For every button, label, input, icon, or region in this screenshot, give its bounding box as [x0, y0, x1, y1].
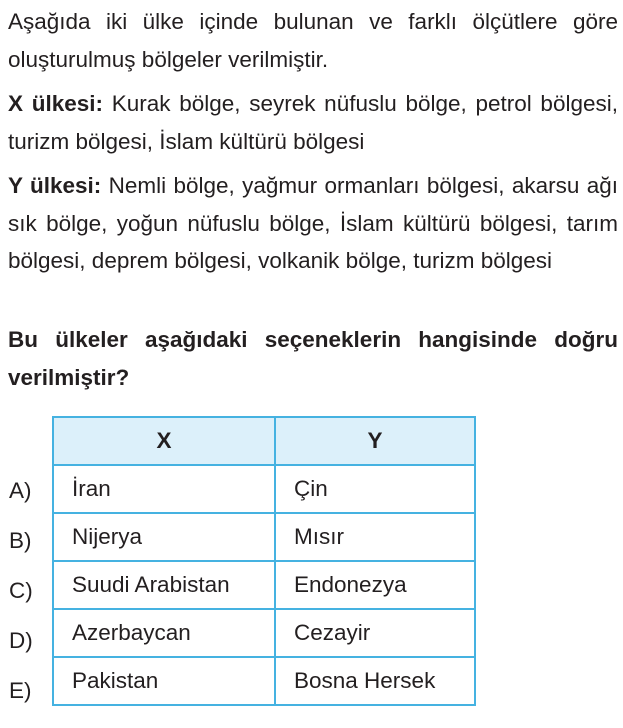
- option-letter-e[interactable]: E): [9, 678, 32, 703]
- table-row[interactable]: [53, 465, 475, 513]
- option-c-y: Endonezya: [275, 561, 475, 609]
- option-c-x: Suudi Arabistan: [53, 561, 275, 609]
- header-x: X: [53, 417, 275, 465]
- option-b-x: Nijerya: [53, 513, 275, 561]
- options-table: [52, 416, 476, 706]
- option-letter-d[interactable]: D): [9, 628, 33, 653]
- option-letter-a[interactable]: A): [9, 478, 32, 503]
- option-e-y: Bosna Hersek: [275, 657, 475, 705]
- table-header-row: [53, 417, 475, 465]
- y-country-description: [8, 167, 618, 280]
- intro-text: Aşağıda iki ülke içinde bulunan ve farklı ölçütlere göre oluşturulmuş bölgeler verilmiştir.: [8, 9, 618, 72]
- option-b-y: Mısır: [275, 513, 475, 561]
- option-a-y: Çin: [275, 465, 475, 513]
- y-country-text: Nemli bölge, yağmur ormanları bölgesi, akarsu ağı sık bölge, yoğun nüfuslu bölge, İslam kültürü bölgesi, tarım bölgesi, deprem bölgesi, volkanik bölge, turizm bölgesi: [8, 173, 618, 273]
- option-a-x: İran: [53, 465, 275, 513]
- option-letter-b[interactable]: B): [9, 528, 32, 553]
- table-row[interactable]: [53, 513, 475, 561]
- option-d-y: Cezayir: [275, 609, 475, 657]
- y-country-label: Y ülkesi:: [8, 173, 102, 198]
- option-letter-c[interactable]: C): [9, 578, 33, 603]
- table-row[interactable]: [53, 561, 475, 609]
- option-letters: [9, 466, 49, 716]
- option-d-x: Azerbaycan: [53, 609, 275, 657]
- x-country-description: [8, 85, 618, 160]
- question-text: Bu ülkeler aşağıdaki seçeneklerin hangisinde doğru verilmiştir?: [8, 327, 618, 390]
- option-e-x: Pakistan: [53, 657, 275, 705]
- x-country-label: X ülkesi:: [8, 91, 103, 116]
- header-y: Y: [275, 417, 475, 465]
- table-row[interactable]: [53, 609, 475, 657]
- x-country-text: Kurak bölge, seyrek nüfuslu bölge, petrol bölgesi, turizm bölgesi, İslam kültürü bölgesi: [8, 91, 618, 154]
- table-row[interactable]: [53, 657, 475, 705]
